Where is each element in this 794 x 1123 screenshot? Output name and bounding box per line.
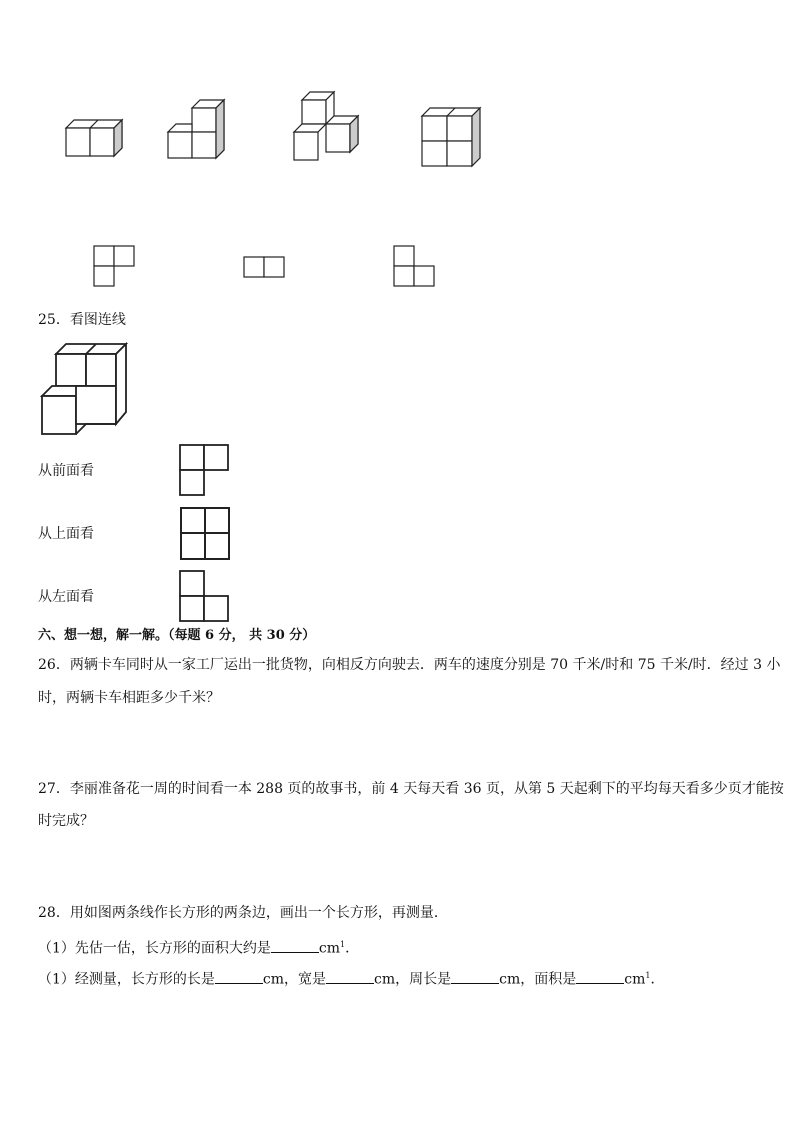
view-shape-3 bbox=[392, 244, 438, 290]
q25-solid-figure bbox=[38, 340, 130, 438]
q28-sub2-sup: 1 bbox=[645, 971, 651, 980]
view-shape-1 bbox=[92, 244, 138, 290]
cube-figure-1 bbox=[60, 110, 130, 160]
q28-sub2-unit: cm bbox=[624, 971, 646, 988]
cube-figure-3 bbox=[288, 92, 364, 164]
q25-title: 25．看图连线 bbox=[38, 312, 126, 328]
label-front-view: 从前面看 bbox=[38, 463, 94, 479]
q28-sub-1 bbox=[38, 935, 359, 959]
q28-sub-2 bbox=[38, 966, 665, 990]
q28-sub1-prefix: （1）先估一估，长方形的面积大约是 bbox=[38, 940, 271, 957]
q28-sub2-cm2: cm，周长是 bbox=[374, 971, 452, 988]
q28-sub2-prefix: （1）经测量，长方形的长是 bbox=[38, 971, 215, 988]
label-top-view: 从上面看 bbox=[38, 526, 94, 542]
label-left-view: 从左面看 bbox=[38, 589, 94, 605]
q28-sub2-cm3: cm，面积是 bbox=[499, 971, 577, 988]
q28-sub2-end: ． bbox=[650, 971, 665, 988]
q28-width-blank[interactable] bbox=[326, 969, 374, 984]
q28-sub1-unit: cm bbox=[318, 940, 341, 957]
view-shape-2 bbox=[242, 255, 288, 281]
q27-line-1: 27．李丽准备花一周的时间看一本 288 页的故事书，前 4 天每天看 36 页，从第 5 天起剩下的平均每天看多少页才能按 bbox=[38, 781, 784, 797]
section-6-heading: 六、想一想，解一解。（每题 6 分， 共 30 分） bbox=[38, 628, 316, 643]
q28-area-estimate-blank[interactable] bbox=[271, 938, 319, 953]
q25-view-shape-b bbox=[178, 506, 232, 564]
q25-view-shape-a bbox=[178, 443, 232, 499]
q28-length-blank[interactable] bbox=[215, 969, 263, 984]
cube-figure-4 bbox=[418, 104, 488, 168]
q28-sub2-cm1: cm，宽是 bbox=[262, 971, 327, 988]
q28-perimeter-blank[interactable] bbox=[451, 969, 499, 984]
cube-figure-2 bbox=[162, 98, 232, 162]
q27-line-2: 时完成？ bbox=[38, 813, 94, 829]
q25-view-shape-c bbox=[178, 569, 232, 625]
q26-line-1: 26．两辆卡车同时从一家工厂运出一批货物，向相反方向驶去．两车的速度分别是 70 千米/时和 75 千米/时．经过 3 小 bbox=[38, 657, 781, 673]
q28-area-blank[interactable] bbox=[576, 969, 624, 984]
q26-line-2: 时，两辆卡车相距多少千米？ bbox=[38, 690, 220, 706]
q28-sub1-end: ． bbox=[345, 940, 360, 957]
q28-sub1-sup: 1 bbox=[340, 940, 346, 949]
q28-line-1: 28．用如图两条线作长方形的两条边，画出一个长方形，再测量． bbox=[38, 905, 448, 921]
